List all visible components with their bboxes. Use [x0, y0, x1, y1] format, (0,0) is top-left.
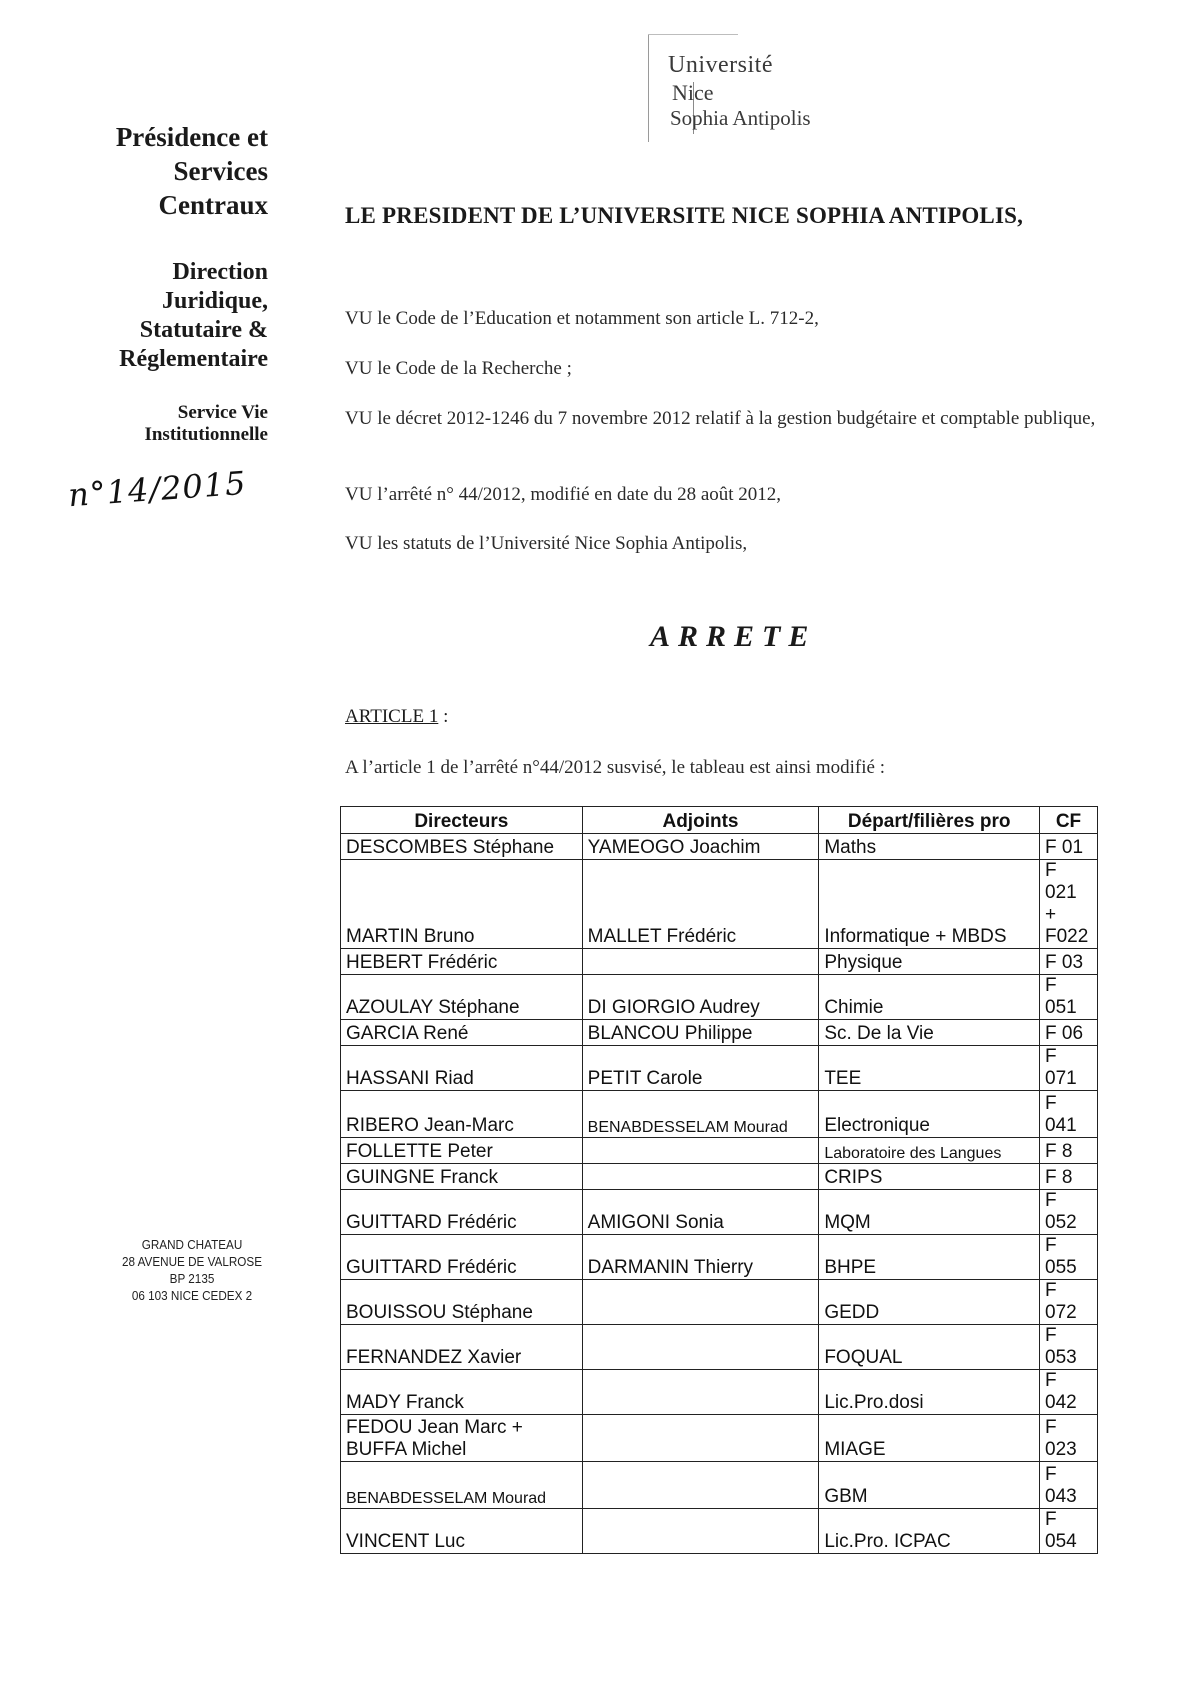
adjoint-cell	[582, 975, 819, 1020]
cf-cell	[1040, 1138, 1098, 1164]
director-cell	[341, 1462, 583, 1509]
presidence-line: Centraux	[158, 190, 268, 220]
department-cell	[819, 1415, 1040, 1462]
cell-text: AMIGONI Sonia	[587, 1212, 724, 1233]
table-row	[341, 860, 1098, 949]
adjoint-cell	[582, 834, 819, 860]
department-cell	[819, 1046, 1040, 1091]
cell-text: GUITTARD Frédéric	[346, 1212, 517, 1233]
table-row	[341, 1046, 1098, 1091]
cell-text: FEDOU Jean Marc + BUFFA Michel	[346, 1417, 523, 1460]
article-colon: :	[438, 706, 449, 727]
adjoint-cell	[582, 1370, 819, 1415]
cell-text: BHPE	[824, 1257, 877, 1278]
cell-text: F 041	[1045, 1093, 1077, 1136]
cell-text: GBM	[824, 1486, 868, 1507]
table-row	[341, 1509, 1098, 1554]
department-cell	[819, 860, 1040, 949]
department-cell	[819, 1164, 1040, 1190]
table-row	[341, 1462, 1098, 1509]
logo-line-1: Université	[668, 52, 773, 78]
cell-text: AZOULAY Stéphane	[346, 997, 520, 1018]
handwritten-reference: n°14/2015	[66, 463, 248, 515]
cell-text: TEE	[824, 1068, 862, 1089]
department-cell	[819, 1462, 1040, 1509]
cell-text: F 01	[1045, 837, 1084, 858]
director-cell	[341, 1046, 583, 1091]
cf-cell	[1040, 1091, 1098, 1138]
adjoint-cell	[582, 1415, 819, 1462]
director-cell	[341, 1509, 583, 1554]
cell-text: F 043	[1045, 1464, 1077, 1507]
direction-line: Réglementaire	[119, 346, 268, 372]
direction-line: Juridique,	[161, 288, 268, 314]
cell-text: MQM	[824, 1212, 871, 1233]
director-cell	[341, 1370, 583, 1415]
cell-text: DI GIORGIO Audrey	[587, 997, 760, 1018]
cell-text: DARMANIN Thierry	[587, 1257, 754, 1278]
director-cell	[341, 834, 583, 860]
cell-text: F 023	[1045, 1417, 1077, 1460]
table-row	[341, 1020, 1098, 1046]
cf-cell	[1040, 1370, 1098, 1415]
cell-text: Laboratoire des Langues	[824, 1145, 1002, 1162]
cell-text: F 053	[1045, 1325, 1077, 1368]
department-cell	[819, 1091, 1040, 1138]
cell-text: HASSANI Riad	[346, 1068, 474, 1089]
table-header-row	[341, 807, 1098, 834]
article-label: ARTICLE 1	[345, 706, 439, 727]
adjoint-cell	[582, 1091, 819, 1138]
address-line: 06 103 NICE CEDEX 2	[131, 1288, 253, 1303]
director-cell	[341, 1280, 583, 1325]
cell-text: CRIPS	[824, 1167, 883, 1188]
service-line: Service Vie	[177, 402, 268, 423]
presidence-line: Présidence et	[115, 122, 268, 152]
adjoint-cell	[582, 1190, 819, 1235]
director-cell	[341, 1091, 583, 1138]
presidence-line: Services	[173, 156, 268, 186]
cell-text: F 054	[1045, 1509, 1077, 1552]
cf-cell	[1040, 860, 1098, 949]
director-cell	[341, 860, 583, 949]
vu-clause: VU les statuts de l’Université Nice Sophia Antipolis,	[345, 533, 748, 554]
cell-text: Lic.Pro.dosi	[824, 1392, 924, 1413]
cell-text: F 042	[1045, 1370, 1077, 1413]
document-heading: LE PRESIDENT DE L’UNIVERSITE NICE SOPHIA ANTIPOLIS,	[345, 203, 1024, 228]
cell-text: F 055	[1045, 1235, 1077, 1278]
table-row	[341, 1138, 1098, 1164]
table-row	[341, 1280, 1098, 1325]
table-row	[341, 975, 1098, 1020]
cf-cell	[1040, 1462, 1098, 1509]
arrete-title: ARRETE	[650, 620, 817, 653]
department-cell	[819, 1370, 1040, 1415]
cell-text: F 021 + F022	[1045, 860, 1089, 947]
cf-cell	[1040, 1280, 1098, 1325]
cell-text: YAMEOGO Joachim	[587, 837, 761, 858]
table-row	[341, 1235, 1098, 1280]
table-row	[341, 834, 1098, 860]
cf-cell	[1040, 949, 1098, 975]
director-cell	[341, 1190, 583, 1235]
adjoint-cell	[582, 949, 819, 975]
university-logo	[648, 28, 818, 146]
column-header: CF	[1040, 807, 1098, 834]
director-cell	[341, 1415, 583, 1462]
director-cell	[341, 1164, 583, 1190]
table-row	[341, 1370, 1098, 1415]
adjoint-cell	[582, 1235, 819, 1280]
cell-text: BOUISSOU Stéphane	[346, 1302, 533, 1323]
cf-cell	[1040, 1190, 1098, 1235]
cf-cell	[1040, 1325, 1098, 1370]
department-cell	[819, 834, 1040, 860]
cf-cell	[1040, 1020, 1098, 1046]
cell-text: F 051	[1045, 975, 1077, 1018]
adjoint-cell	[582, 1462, 819, 1509]
column-header: Départ/filières pro	[819, 807, 1040, 834]
service-line: Institutionnelle	[144, 424, 268, 445]
adjoint-cell	[582, 860, 819, 949]
cf-cell	[1040, 1235, 1098, 1280]
department-cell	[819, 1138, 1040, 1164]
cell-text: RIBERO Jean-Marc	[346, 1115, 514, 1136]
cell-text: FERNANDEZ Xavier	[346, 1347, 522, 1368]
cell-text: F 8	[1045, 1167, 1073, 1188]
cell-text: GUITTARD Frédéric	[346, 1257, 517, 1278]
department-cell	[819, 949, 1040, 975]
department-cell	[819, 1020, 1040, 1046]
table-row	[341, 1164, 1098, 1190]
direction-line: Statutaire &	[139, 317, 268, 343]
adjoint-cell	[582, 1325, 819, 1370]
director-cell	[341, 1020, 583, 1046]
address-line: 28 AVENUE DE VALROSE	[121, 1254, 263, 1269]
adjoint-cell	[582, 1164, 819, 1190]
cell-text: F 8	[1045, 1141, 1073, 1162]
adjoint-cell	[582, 1046, 819, 1091]
adjoint-cell	[582, 1280, 819, 1325]
service-block	[144, 402, 268, 446]
cell-text: BENABDESSELAM Mourad	[587, 1119, 788, 1136]
cell-text: Informatique + MBDS	[824, 926, 1007, 947]
cell-text: Lic.Pro. ICPAC	[824, 1531, 951, 1552]
cell-text: Electronique	[824, 1115, 930, 1136]
adjoint-cell	[582, 1138, 819, 1164]
cell-text: Chimie	[824, 997, 884, 1018]
cf-cell	[1040, 1046, 1098, 1091]
logo-line-3: Sophia Antipolis	[670, 106, 811, 130]
cell-text: GEDD	[824, 1302, 880, 1323]
department-cell	[819, 1325, 1040, 1370]
cell-text: Sc. De la Vie	[824, 1023, 934, 1044]
cell-text: MADY Franck	[346, 1392, 464, 1413]
cell-text: F 03	[1045, 952, 1084, 973]
cell-text: MARTIN Bruno	[346, 926, 475, 947]
cell-text: GUINGNE Franck	[346, 1167, 499, 1188]
logo-line-2: Nice	[672, 80, 714, 105]
column-header: Directeurs	[341, 807, 583, 834]
address-line: BP 2135	[169, 1271, 215, 1286]
director-cell	[341, 975, 583, 1020]
cell-text: MIAGE	[824, 1439, 886, 1460]
address-line: GRAND CHATEAU	[141, 1237, 243, 1252]
logo-frame-left	[648, 34, 649, 142]
cf-cell	[1040, 1164, 1098, 1190]
postal-address	[120, 1236, 264, 1304]
cell-text: MALLET Frédéric	[587, 926, 737, 947]
cf-cell	[1040, 975, 1098, 1020]
department-cell	[819, 1509, 1040, 1554]
direction-line: Direction	[172, 259, 268, 285]
cell-text: F 072	[1045, 1280, 1077, 1323]
vu-clause: VU le Code de la Recherche ;	[345, 358, 572, 379]
cell-text: DESCOMBES Stéphane	[346, 837, 555, 858]
table-row	[341, 949, 1098, 975]
cell-text: Maths	[824, 837, 877, 858]
cf-cell	[1040, 1509, 1098, 1554]
department-cell	[819, 1190, 1040, 1235]
cell-text: F 06	[1045, 1023, 1084, 1044]
table-row	[341, 1190, 1098, 1235]
logo-frame-top	[648, 34, 738, 35]
table-row	[341, 1325, 1098, 1370]
cf-cell	[1040, 834, 1098, 860]
cell-text: F 071	[1045, 1046, 1077, 1089]
presidence-block	[116, 120, 268, 222]
article-title	[345, 706, 448, 728]
director-cell	[341, 1235, 583, 1280]
vu-clause: VU l’arrêté n° 44/2012, modifié en date du 28 août 2012,	[345, 484, 782, 505]
cell-text: BLANCOU Philippe	[587, 1023, 753, 1044]
department-cell	[819, 1280, 1040, 1325]
cell-text: VINCENT Luc	[346, 1531, 465, 1552]
table-row	[341, 1415, 1098, 1462]
cell-text: PETIT Carole	[587, 1068, 703, 1089]
department-cell	[819, 975, 1040, 1020]
cell-text: BENABDESSELAM Mourad	[346, 1490, 547, 1507]
cell-text: FOLLETTE Peter	[346, 1141, 493, 1162]
director-cell	[341, 1138, 583, 1164]
article-text: A l’article 1 de l’arrêté n°44/2012 susvisé, le tableau est ainsi modifié :	[345, 757, 885, 778]
adjoint-cell	[582, 1509, 819, 1554]
cell-text: GARCIA René	[346, 1023, 469, 1044]
adjoint-cell	[582, 1020, 819, 1046]
directors-table	[340, 806, 1098, 1554]
vu-clause: VU le Code de l’Education et notamment son article L. 712-2,	[345, 308, 819, 329]
department-cell	[819, 1235, 1040, 1280]
direction-block	[119, 258, 268, 374]
cell-text: F 052	[1045, 1190, 1077, 1233]
cell-text: FOQUAL	[824, 1347, 903, 1368]
table-row	[341, 1091, 1098, 1138]
column-header: Adjoints	[582, 807, 819, 834]
director-cell	[341, 949, 583, 975]
director-cell	[341, 1325, 583, 1370]
vu-clause: VU le décret 2012-1246 du 7 novembre 2012 relatif à la gestion budgétaire et comptable publique,	[345, 408, 1096, 429]
cell-text: Physique	[824, 952, 903, 973]
cf-cell	[1040, 1415, 1098, 1462]
cell-text: HEBERT Frédéric	[346, 952, 498, 973]
